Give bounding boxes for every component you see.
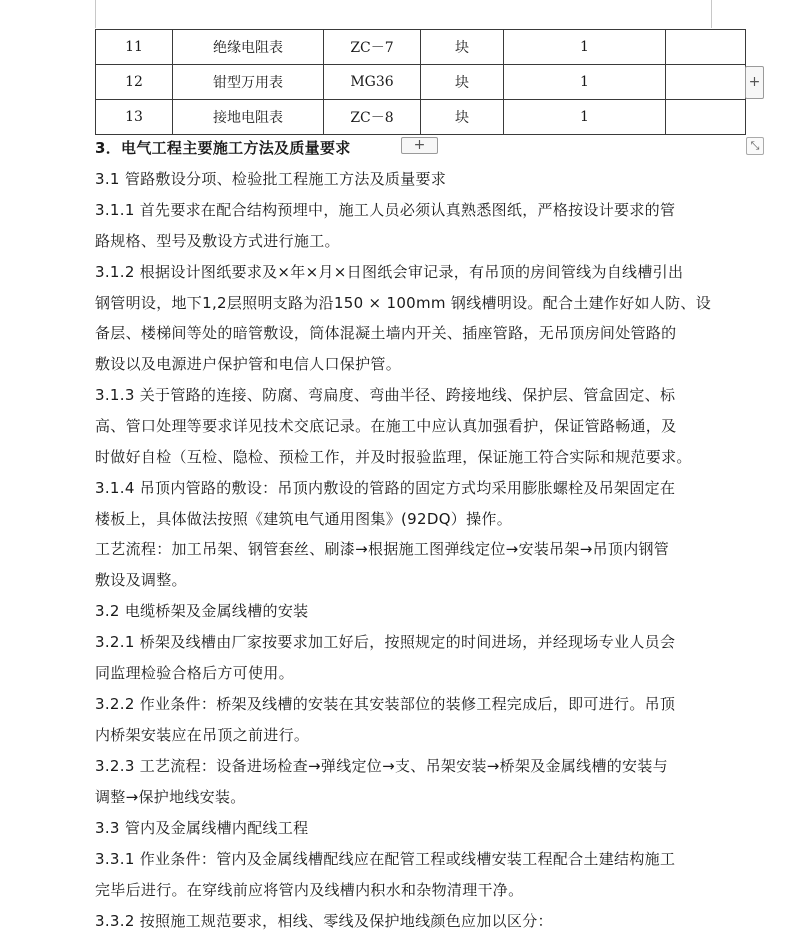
- table-row: [96, 30, 746, 65]
- add-row-button[interactable]: +: [401, 137, 438, 154]
- page-corner-mark-left: [95, 0, 96, 28]
- paragraph-line: 3.3.1 作业条件：管内及金属线槽配线应在配管工程或线槽安装工程配合土建结构施工: [95, 850, 676, 868]
- paragraph-line: 3.3.2 按照施工规范要求，相线、零线及保护地线颜色应加以区分：: [95, 912, 553, 930]
- paragraph-line: 时做好自检（互检、隐检、预检工作，并及时报验监理，保证施工符合实际和规范要求。: [95, 448, 692, 466]
- add-column-button[interactable]: +: [745, 66, 764, 99]
- paragraph-line: 工艺流程：加工吊架、钢管套丝、刷漆→根据施工图弹线定位→安装吊架→吊顶内钢管: [95, 540, 670, 558]
- paragraph-line: 同监理检验合格后方可使用。: [95, 664, 294, 682]
- paragraph-line: 3.2.3 工艺流程：设备进场检查→弹线定位→支、吊架安装→桥架及金属线槽的安装与: [95, 757, 668, 775]
- paragraph-line: 3.1.3 关于管路的连接、防腐、弯扁度、弯曲半径、跨接地线、保护层、管盒固定、标: [95, 386, 676, 404]
- paragraph-line: 3.2.1 桥架及线槽由厂家按要求加工好后，按照规定的时间进场，并经现场专业人员会: [95, 633, 676, 651]
- paragraph-line: 钢管明设，地下1,2层照明支路为沿150 × 100mm 钢线槽明设。配合土建作好如人防、设: [95, 294, 712, 312]
- equipment-table: [95, 29, 746, 135]
- subsection-heading: 3.3 管内及金属线槽内配线工程: [95, 819, 309, 837]
- section-heading: 3．电气工程主要施工方法及质量要求: [95, 139, 351, 157]
- equipment-quantity: 1: [504, 30, 666, 65]
- equipment-note: [666, 65, 746, 100]
- paragraph-line: 楼板上，具体做法按照《建筑电气通用图集》(92DQ）操作。: [95, 510, 512, 528]
- paragraph-line: 敷设及调整。: [95, 571, 187, 589]
- paragraph-line: 3.1.4 吊顶内管路的敷设：吊顶内敷设的管路的固定方式均采用膨胀螺栓及吊架固定在: [95, 479, 676, 497]
- paragraph-line: 3.2.2 作业条件：桥架及线槽的安装在其安装部位的装修工程完成后，即可进行。吊顶: [95, 695, 676, 713]
- equipment-quantity: 1: [504, 65, 666, 100]
- equipment-model: ZC－8: [324, 100, 421, 135]
- row-number: 12: [96, 65, 173, 100]
- row-number: 11: [96, 30, 173, 65]
- equipment-note: [666, 30, 746, 65]
- row-number: 13: [96, 100, 173, 135]
- equipment-name: 绝缘电阻表: [173, 30, 324, 65]
- subsection-heading: 3.2 电缆桥架及金属线槽的安装: [95, 602, 309, 620]
- equipment-unit: 块: [421, 100, 504, 135]
- paragraph-line: 调整→保护地线安装。: [95, 788, 246, 806]
- equipment-name: 钳型万用表: [173, 65, 324, 100]
- equipment-unit: 块: [421, 65, 504, 100]
- equipment-note: [666, 100, 746, 135]
- paragraph-line: 3.1.2 根据设计图纸要求及×年×月×日图纸会审记录，有吊顶的房间管线为自线槽引出: [95, 263, 684, 281]
- table-row: [96, 65, 746, 100]
- table-resize-handle-icon[interactable]: ⤡: [746, 137, 764, 155]
- equipment-model: ZC－7: [324, 30, 421, 65]
- equipment-name: 接地电阻表: [173, 100, 324, 135]
- equipment-unit: 块: [421, 30, 504, 65]
- paragraph-line: 3.1.1 首先要求在配合结构预埋中，施工人员必须认真熟悉图纸，严格按设计要求的管: [95, 201, 676, 219]
- paragraph-line: 路规格、型号及敷设方式进行施工。: [95, 232, 340, 250]
- table-row: [96, 100, 746, 135]
- paragraph-line: 备层、楼梯间等处的暗管敷设，筒体混凝土墙内开关、插座管路，无吊顶房间处管路的: [95, 324, 677, 342]
- paragraph-line: 内桥架安装应在吊顶之前进行。: [95, 726, 310, 744]
- paragraph-line: 完毕后进行。在穿线前应将管内及线槽内积水和杂物清理干净。: [95, 881, 524, 899]
- paragraph-line: 敷设以及电源进户保护管和电信人口保护管。: [95, 355, 402, 373]
- paragraph-line: 高、管口处理等要求详见技术交底记录。在施工中应认真加强看护，保证管路畅通，及: [95, 417, 677, 435]
- page-corner-mark-right: [711, 0, 712, 28]
- equipment-model: MG36: [324, 65, 421, 100]
- subsection-heading: 3.1 管路敷设分项、检验批工程施工方法及质量要求: [95, 170, 447, 188]
- equipment-quantity: 1: [504, 100, 666, 135]
